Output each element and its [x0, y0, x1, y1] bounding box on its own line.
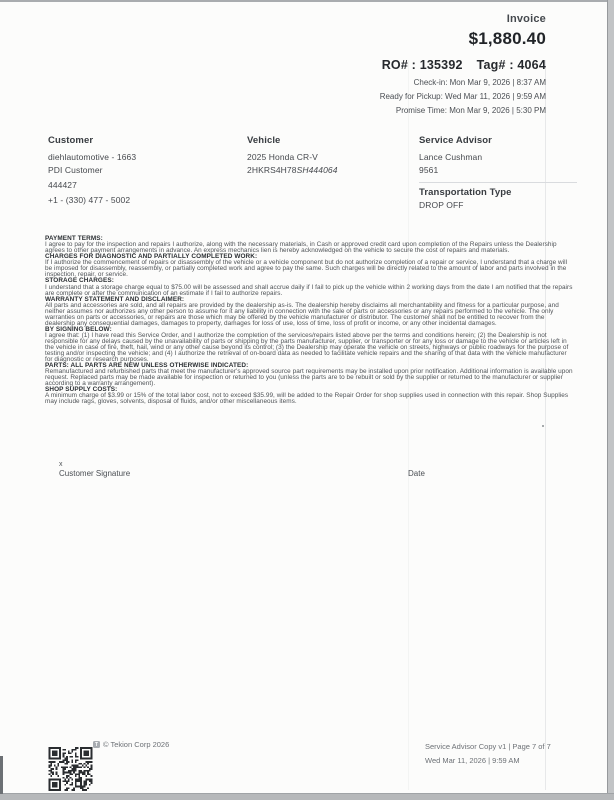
promise-time: Promise Time: Mon Mar 9, 2026 | 5:30 PM	[395, 105, 546, 115]
terms-body-storage: I understand that a storage charge equal to $75.00 will be assessed and shall accrue daily if I fail to pick up the vehicle within 2 working days from the date I am notified that the repairs are complete or after the communication of an estimate if I fail to authorize repairs.	[45, 283, 573, 297]
tekion-logo-icon: T	[94, 741, 99, 748]
terms-body-diagnostic: If I authorize the commencement of repairs or disassembly of the vehicle or a vehicle component but do not authorize completion of a repair or service, I understand that a charge will be imposed for disassembly, reassembly, or partially completed work and agree to pay the same. Such charges will be directly related to the amount of labor and parts involved in the inspection, repair, or service.	[45, 259, 568, 279]
vehicle-header: Vehicle	[247, 135, 281, 146]
service-advisor-id: 9561	[419, 164, 439, 175]
terms-heading-shop-supply: SHOP SUPPLY COSTS:	[45, 386, 118, 394]
copyright-text: © Tekion Corp 2026	[103, 740, 170, 749]
scan-edge-right	[607, 0, 614, 800]
scan-edge-bottom	[0, 793, 614, 800]
footer-copyright	[93, 740, 169, 749]
footer-page-info	[425, 740, 551, 767]
invoice-header	[469, 13, 546, 49]
customer-section	[48, 135, 238, 205]
terms-heading-diagnostic: CHARGES FOR DIAGNOSTIC AND PARTIALLY COMPLETED WORK:	[45, 253, 258, 261]
vehicle-section	[247, 135, 407, 175]
check-in-time: Check-in: Mon Mar 9, 2026 | 8:37 AM	[413, 78, 546, 87]
ro-tag-line	[382, 58, 546, 72]
service-advisor-section	[419, 135, 577, 210]
qr-code	[48, 747, 93, 791]
terms-heading-parts: PARTS: ALL PARTS ARE NEW UNLESS OTHERWISE INDICATED:	[45, 362, 249, 370]
scan-edge-top	[0, 0, 614, 2]
service-advisor-name: Lance Cushman	[419, 152, 483, 162]
vehicle-model: 2025 Honda CR-V	[247, 152, 318, 162]
terms-body-signing: I agree that: (1) I have read this Service Order, and I authorize the completion of the services/repairs listed above per the terms and conditions herein; (2) the Dealership is not responsible for any delays caused by the unavailability of parts or shipping by the parts manufacturer, supplier, or transporter or for any loss or damage to the vehicle or articles left in the vehicle in case of fire, theft, hail, wind or any other cause beyond its control; (3) the Dealership may operate the vehicle on streets, highways or public roadways for the purpose of testing and/or inspecting the vehicle; and (4) I authorize the retrieval of on-board data as needed to facilitate vehicle repairs and the sharing of that data with the vehicle manufacturer for diagnostic or research purposes.	[45, 332, 569, 364]
schedule-block	[380, 76, 546, 117]
printed-timestamp: Wed Mar 11, 2026 | 9:59 AM	[425, 755, 520, 765]
terms-body-warranty: All parts and accessories are sold, and all repairs are provided by the dealership as-is. The dealership hereby disclaims all merchantability and fitness for a particular purpose, and neither assumes nor authorizes any other person to assume for it any liability in connection with the sale of parts or accessories or any repairs performed to the vehicle. The only warranties on parts or accessories, or repairs are those which may be offered by the vehicle manufacturer or distributor. The customer shall not be entitled to recover from the dealership any consequential damages, damages to property, damages for loss of use, loss of time, loss of profit or income, or any other incidental damages.	[45, 301, 559, 327]
copy-version-page: Service Advisor Copy v1 | Page 7 of 7	[425, 742, 551, 751]
terms-heading-signing: BY SIGNING BELOW:	[45, 325, 112, 333]
terms-body-shop-supply: A minimum charge of $3.99 or 15% of the total labor cost, not to exceed $35.99, will be added to the Repair Order for shop supplies used in connection with this repair. Shop Supplies may include rags, gloves, solvents, disposal of fluids, and/or other miscellaneous items.	[45, 392, 569, 406]
scan-crease	[408, 60, 409, 790]
terms-body-parts: Remanufactured and refurbished parts that meet the manufacturer's approved source part requirements may be installed upon prior notification. Additional information is available upon request. Replaced parts may be made available for inspection or returned to you (unless the parts are to be rebuilt or sold by the supplier or returned to the manufacturer or supplier according to a warranty arrangement).	[45, 368, 573, 388]
tag-number: Tag# : 4064	[476, 58, 546, 72]
customer-id: 444427	[48, 180, 77, 190]
terms-and-conditions	[45, 236, 576, 405]
date-label: Date	[408, 469, 425, 478]
terms-heading-warranty: WARRANTY STATEMENT AND DISCLAIMER:	[45, 295, 185, 303]
customer-type: PDI Customer	[48, 164, 103, 175]
terms-body-payment: I agree to pay for the inspection and repairs I authorize, along with the necessary materials, in Cash or approved credit card upon completion of the Repairs unless the Dealership agrees to other payment arrangements in advance. An express mechanics lien is hereby acknowledged on the vehicle to secure the cost of repairs and materials.	[45, 241, 557, 255]
ready-for-pickup-time: Ready for Pickup: Wed Mar 11, 2026 | 9:59 AM	[379, 91, 546, 101]
section-divider	[419, 182, 577, 183]
terms-heading-storage: STORAGE CHARGES:	[45, 277, 114, 285]
vehicle-vin: 2HKRS4H78SH444064	[247, 164, 338, 175]
invoice-label: Invoice	[506, 13, 546, 25]
terms-heading-payment: PAYMENT TERMS:	[45, 235, 103, 242]
customer-phone: +1 - (330) 477 - 5002	[48, 194, 131, 205]
ro-number: RO# : 135392	[381, 58, 463, 72]
invoice-amount: $1,880.40	[468, 29, 546, 48]
transportation-type-header: Transportation Type	[419, 186, 512, 198]
service-advisor-header: Service Advisor	[419, 135, 492, 146]
customer-signature-label: Customer Signature	[59, 469, 131, 478]
scan-speck	[542, 425, 544, 427]
transportation-type-value: DROP OFF	[419, 200, 464, 210]
signature-x-mark: x	[59, 461, 63, 468]
customer-header: Customer	[48, 135, 94, 146]
scan-edge-corner	[0, 756, 3, 794]
customer-name: diehlautomotive - 1663	[48, 152, 137, 162]
